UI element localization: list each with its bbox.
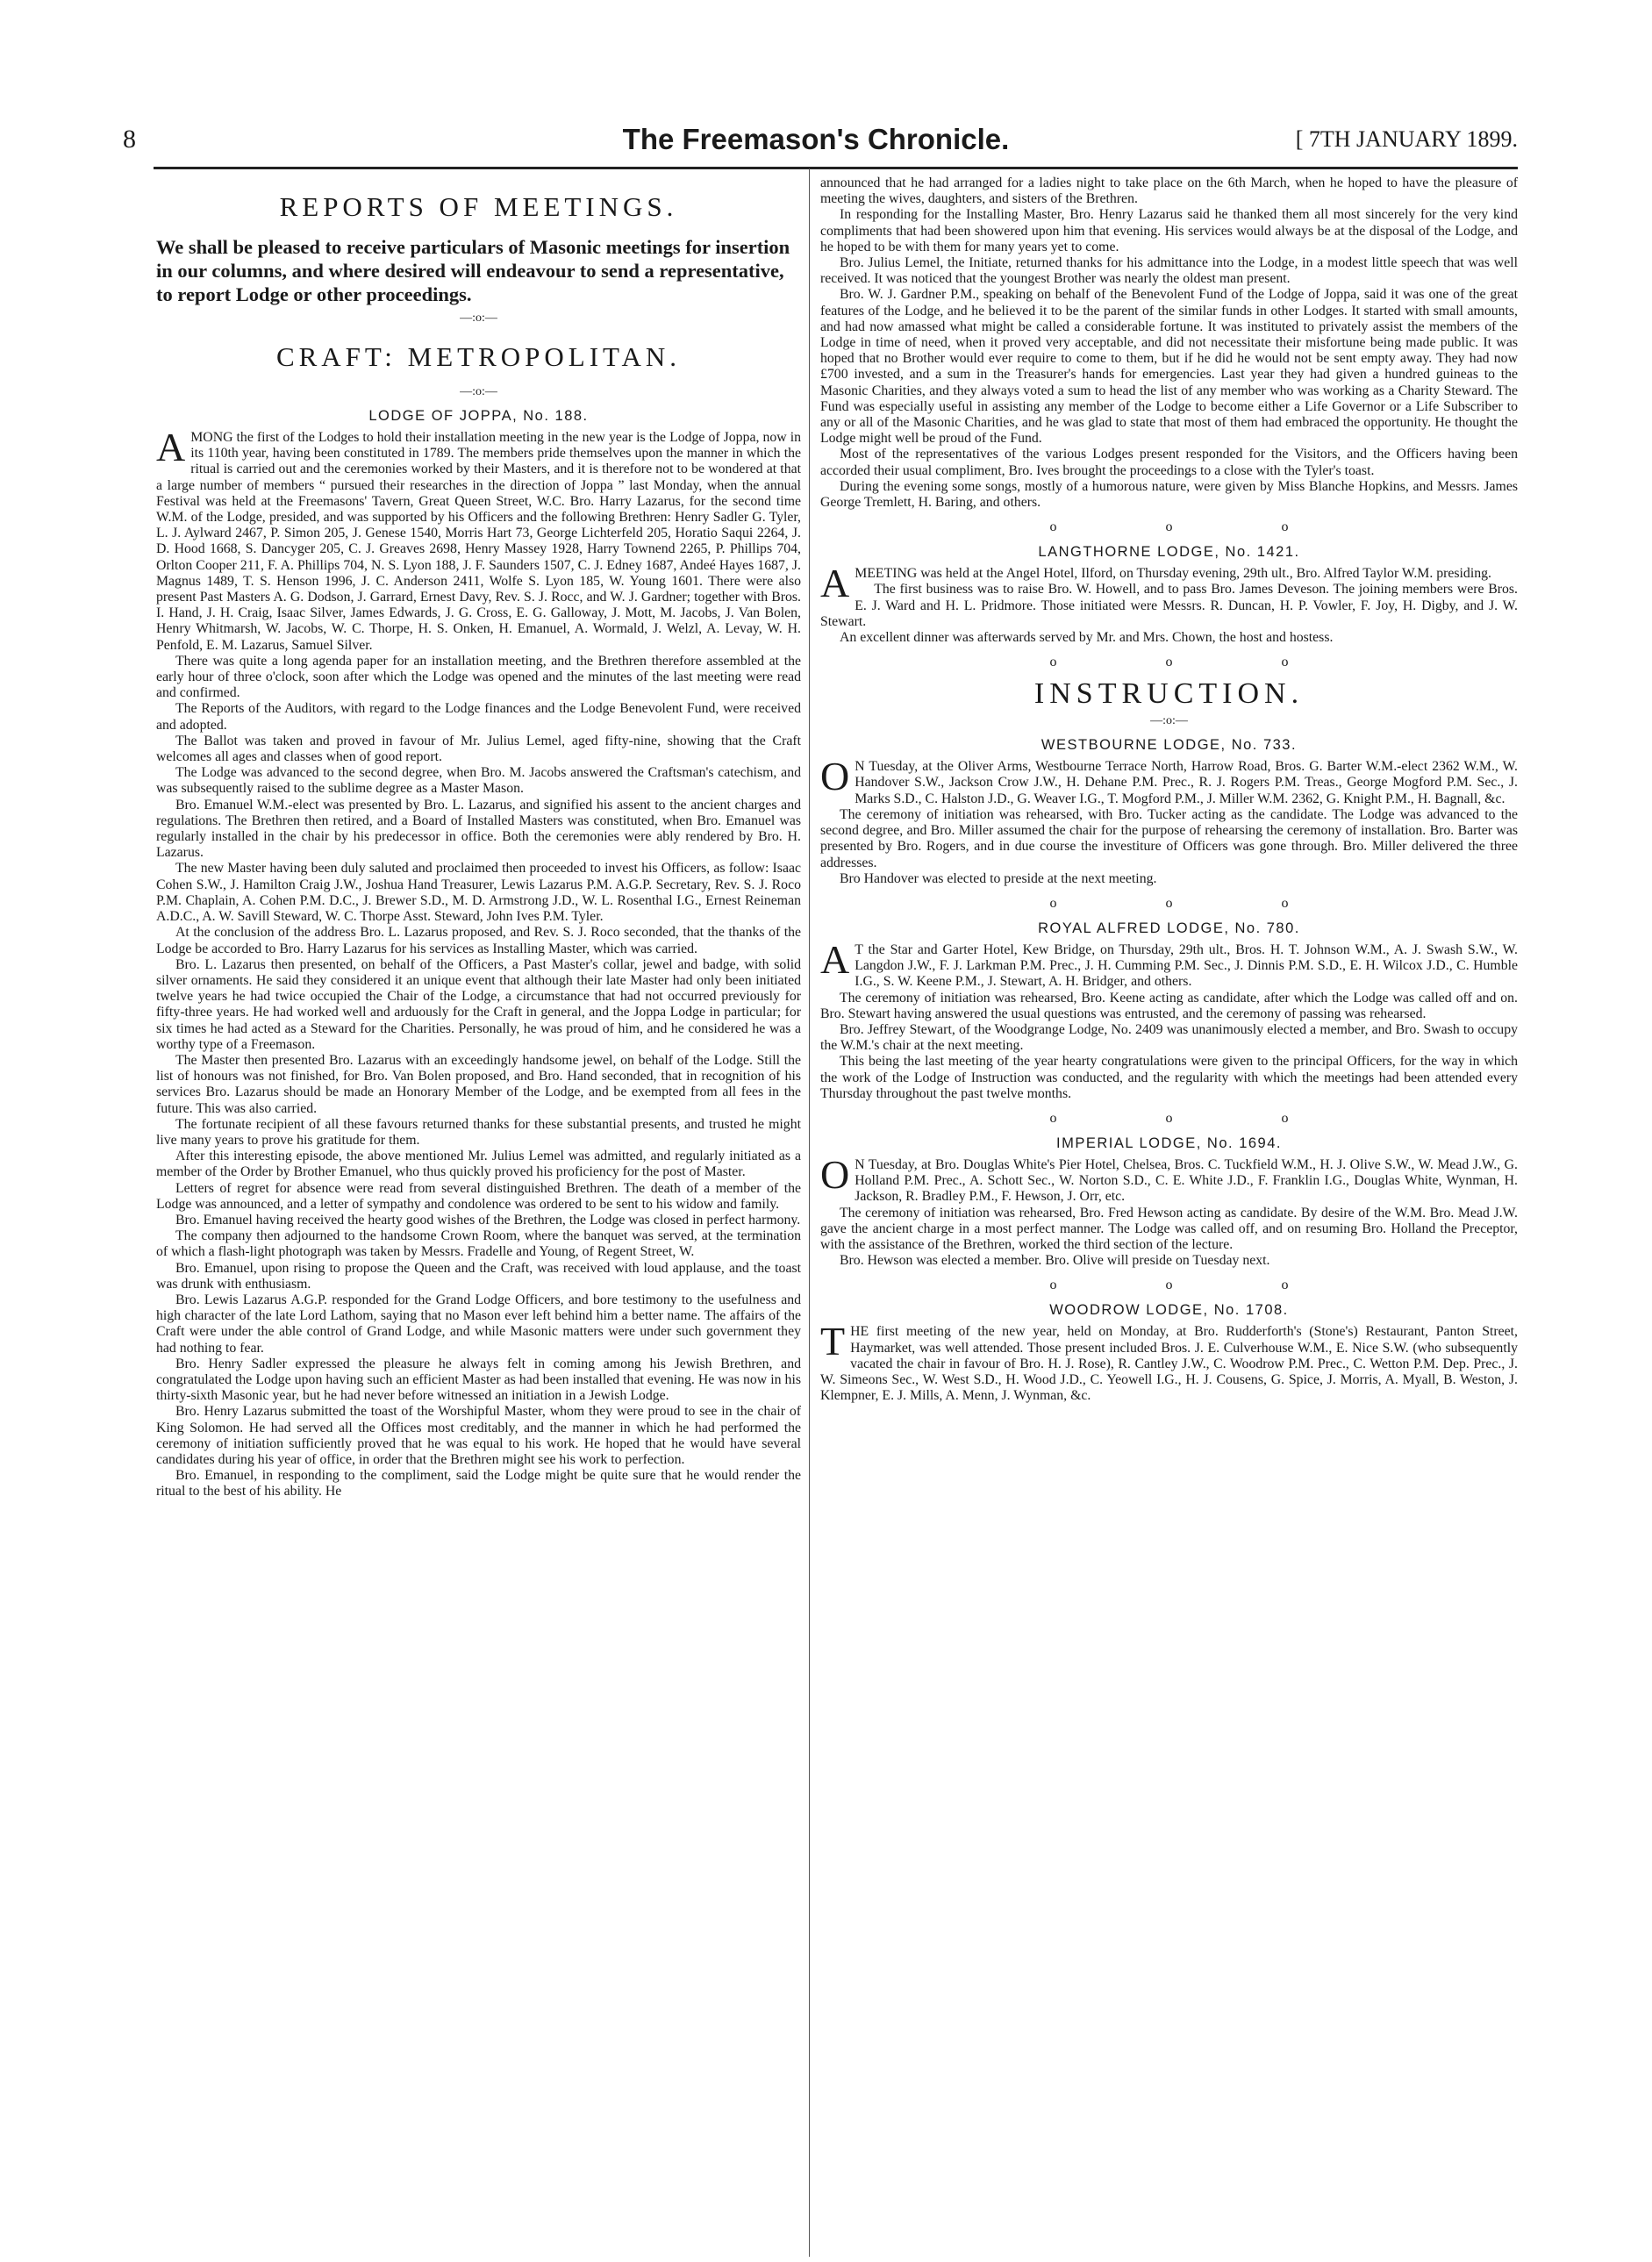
imperial-title: IMPERIAL LODGE, No. 1694. <box>1056 1135 1282 1151</box>
paragraph: Bro. Henry Lazarus submitted the toast of the Worshipful Master, whom they were proud to see in the chair of King Solomon. He had served all the Offices most creditably, and the manner in which he had performed the ceremony of initiation sufficiently proved that he was equal to his work. He hoped that he would have several candidates during his year of office, in order that the Brethren might see his work to perfection. <box>156 1404 801 1467</box>
paragraph: There was quite a long agenda paper for an installation meeting, and the Brethren therefore assembled at the early hour of three o'clock, soon after which the Lodge was opened and the minutes of the last meeting were read and confirmed. <box>156 653 801 701</box>
left-column <box>156 175 801 1500</box>
paragraph: During the evening some songs, mostly of a humorous nature, were given by Miss Blanche Hopkins, and Messrs. James George Tremlett, H. Baring, and others. <box>820 478 1518 511</box>
paragraph: Bro. W. J. Gardner P.M., speaking on behalf of the Benevolent Fund of the Lodge of Joppa, said it was one of the great features of the Lodge, and he believed it to be the parent of the similar funds in other Lodges. It started with small amounts, and had now amassed what might be called a considerable fortune. It was instituted to privately assist the members of the Lodge in time of need, when it proved very acceptable, and did not necessitate their misfortune being made public. It was hoped that no Brother would ever require to come to them, but if he did he would not be sent empty away. They had now £700 invested, and a sum in the Treasurer's hands for emergencies. Last year they had given a hundred guineas to the Masonic Charities, and they always voted a sum to head the list of any member who was working as a Charity Steward. The Fund was especially useful in assisting any member of the Lodge to become either a Life Governor or a Life Subscriber to any or all of the Masonic Charities, and he was glad to state that most of them had embraced the opportunity. He thought the Lodge might well be proud of the Fund. <box>820 287 1518 447</box>
paragraph: Bro. Hewson was elected a member. Bro. Olive will preside on Tuesday next. <box>840 1253 1270 1269</box>
ornament-dots: o o o <box>1049 895 1341 911</box>
drop-cap: O <box>820 1151 850 1197</box>
paragraph: The Ballot was taken and proved in favour of Mr. Julius Lemel, aged fifty-nine, showing that the Craft welcomes all ages and classes when of good report. <box>156 733 801 765</box>
publication-title: The Freemason's Chronicle. <box>622 123 1010 155</box>
paragraph: Bro. Emanuel, upon rising to propose the Queen and the Craft, was received with loud applause, and the toast was drunk with enthusiasm. <box>156 1260 801 1292</box>
paragraph <box>156 425 801 654</box>
ornament-dots: o o o <box>1049 519 1341 535</box>
drop-cap: A <box>156 425 186 469</box>
paragraph: The ceremony of initiation was rehearsed, Bro. Keene acting as candidate, after which the Lodge was called off and on. Bro. Stewart having answered the usual questions was entrusted, and the ceremony of passing was rehearsed. <box>820 990 1518 1021</box>
westbourne-title: WESTBOURNE LODGE, No. 733. <box>1041 737 1298 754</box>
paragraph: The Reports of the Auditors, with regard to the Lodge finances and the Lodge Benevolent Fund, were received and adopted. <box>156 701 801 733</box>
paragraph-text: HE first meeting of the new year, held on Monday, at Bro. Rudderforth's (Stone's) Restaurant, Panton Street, Haymarket, was well attended. Those present included Bros. J. E. Culverhouse W.M., E. Nice S.W. (who subsequently vacated the chair in favour of Bro. H. J. Rose), R. Cantley J.W., C. Woodrow P.M. Prec., C. Wetton P.M. Dep. Prec., J. W. Simeons Sec., W. West S.D., H. Wood J.D., C. Yeowell I.G., H. J. Cousens, G. Spice, J. Morris, A. Myall, B. Weston, J. Klempner, E. J. Mills, A. Menn, J. Wynman, &c. <box>820 1324 1518 1404</box>
paragraph: Bro Handover was elected to preside at the next meeting. <box>840 870 1157 886</box>
paragraph: The fortunate recipient of all these favours returned thanks for these substantial presents, and trusted he might live many years to prove his gratitude for them. <box>156 1116 801 1148</box>
paragraph: Letters of regret for absence were read from several distinguished Brethren. The death of a member of the Lodge was announced, and a letter of sympathy and condolence was ordered to be sent to his widow and family. <box>156 1180 801 1212</box>
paragraph <box>820 1151 1518 1206</box>
section-title: REPORTS OF MEETINGS. <box>279 191 678 222</box>
paragraph: Most of the representatives of the various Lodges present responded for the Visitors, and the Officers having been accorded their usual compliment, Bro. Ives brought the proceedings to a close with the Tyler's toast. <box>820 447 1518 478</box>
paragraph-text: MONG the first of the Lodges to hold their installation meeting in the new year is the Lodge of Joppa, now in its 110th year, having been constituted in 1789. The members pride themselves upon the manner in which the ritual is carried out and the ceremonies worked by their Masters, and it is therefore not to be wondered at that a large number of members “ pursued their researches in the direction of Joppa ” last Monday, when the annual Festival was held at the Freemasons' Tavern, Great Queen Street, W.C. Bro. Harry Lazarus, for the second time W.M. of the Lodge, presided, and was supported by his Officers and the following Brethren: Henry Sadler G. Tyler, L. J. Aylward 2467, P. Simon 205, J. Genese 1540, Morris Hart 73, George Lichterfeld 205, Horatio Saqui 2264, J. D. Hood 1668, S. Dancyger 205, C. J. Greaves 2698, Henry Massey 1928, Harry Townend 2265, P. Phillips 704, Orlton Cooper 211, F. A. Phillips 704, N. S. Lyon 188, J. F. Saunders 1507, C. J. Edney 1687, Andeé Hayes 1687, J. Magnus 1489, T. S. Henson 1996, J. C. Anderson 2411, Wolfe S. Lyon 185, W. Young 1601. There were also present Past Masters A. G. Dodson, J. Garrard, Ernest Davy, Rev. S. J. Rocc, and W. J. Gardner; together with Bros. I. Hand, J. H. Craig, Isaac Silver, James Edwards, J. G. Cross, E. G. Galloway, J. Mott, M. Jacobs, J. Van Bolen, Henry Whitmarsh, W. Jacobs, W. C. Thorpe, H. S. Onken, H. Emanuel, A. Wormald, J. Welzl, A. Levay, W. H. Penfold, E. M. Lazarus, Samuel Silver. <box>156 430 801 653</box>
paragraph: This being the last meeting of the year hearty congratulations were given to the principal Officers, for the way in which the work of the Lodge of Instruction was conducted, and the regularity with which the meetings had been attended every Thursday throughout the past twelve months. <box>820 1054 1518 1101</box>
paragraph <box>820 936 1518 991</box>
paragraph: An excellent dinner was afterwards served by Mr. and Mrs. Chown, the host and hostess. <box>840 630 1334 646</box>
joppa-title: LODGE OF JOPPA, No. 188. <box>368 408 589 424</box>
paragraph: The new Master having been duly saluted and proclaimed then proceeded to invest his Officers, as follow: Isaac Cohen S.W., J. Hamilton Craig J.W., Joshua Hand Treasurer, Lewis Lazarus P.M. A.G.P. Secretary, Rev. S. J. Roco P.M. Chaplain, A. Cohen P.M. D.C., J. Brewer S.D., M. D. Armstrong J.D., W. L. Rosenthal I.G., Ernest Reineman A.D.C., A. W. Savill Steward, W. C. Thorpe Asst. Steward, John Ives P.M. Tyler. <box>156 861 801 925</box>
paragraph: Bro. Julius Lemel, the Initiate, returned thanks for his admittance into the Lodge, in a modest little speech that was well received. It was noticed that the youngest Brother was nearly the oldest man present. <box>820 255 1518 287</box>
paragraph: The company then adjourned to the handsome Crown Room, where the banquet was served, at the termination of which a flash-light photograph was taken by Messrs. Fradelle and Young, of Regent Street, W. <box>156 1228 801 1260</box>
paragraph-text: T the Star and Garter Hotel, Kew Bridge, on Thursday, 29th ult., Bros. H. T. Johnson W.M., A. J. Swash S.W., W. Langdon J.W., F. J. Larkman P.M. Prec., J. H. Cumming P.M. Sec., J. Dinnis P.M. S.D., E. H. Wilcox J.D., C. Humble I.G., S. W. Keene P.M., J. Stewart, A. H. Bridger, and others. <box>855 941 1518 990</box>
paragraph: The first business was to raise Bro. W. Howell, and to pass Bro. James Deveson. The joining members were Bros. E. J. Ward and H. L. Pridmore. Those initiated were Messrs. R. Duncan, H. P. Vowler, F. Joy, H. Digby, and J. W. Stewart. <box>820 582 1518 629</box>
paragraph: After this interesting episode, the above mentioned Mr. Julius Lemel was admitted, and regularly initiated as a member of the Order by Brother Emanuel, who thus quickly proved his proficiency for the post of Master. <box>156 1149 801 1180</box>
drop-cap: O <box>820 754 850 799</box>
langthorne-title: LANGTHORNE LODGE, No. 1421. <box>1038 544 1300 561</box>
woodrow-title: WOODROW LODGE, No. 1708. <box>1049 1302 1289 1319</box>
paragraph-text: N Tuesday, at Bro. Douglas White's Pier Hotel, Chelsea, Bros. C. Tuckfield W.M., H. J. Olive S.W., W. Mead J.W., G. Holland P.M. Prec., A. Schott Sec., W. Norton S.D., C. E. White J.D., F. Franklin I.G., Douglas White, Wynman, H. Jackson, R. Bradley P.M., F. Hewson, J. Orr, etc. <box>855 1156 1518 1205</box>
page-number: 8 <box>123 125 136 154</box>
paragraph: The Master then presented Bro. Lazarus with an exceedingly handsome jewel, on behalf of the Lodge. Still the list of honours was not finished, for Bro. Van Bolen proposed, and Bro. Hand seconded, that in recognition of his services Bro. Lazarus should be made an Honorary Member of the Lodge, and be exempted from all fees in the future. This was also carried. <box>156 1052 801 1116</box>
ornament-dots: o o o <box>1049 1110 1341 1126</box>
paragraph: Bro. Henry Sadler expressed the pleasure he always felt in coming among his Jewish Brethren, and congratulated the Lodge upon having such an efficient Master as had been installed that evening. He was now in his thirty-sixth Masonic year, but he had never before witnessed an initiation in a Jewish Lodge. <box>156 1356 801 1404</box>
paragraph: Bro. Emanuel W.M.-elect was presented by Bro. L. Lazarus, and signified his assent to the ancient charges and regulations. The Brethren then retired, and a Board of Installed Masters was constituted, when Bro. Emanuel was regularly installed in the chair by his predecessor in office. Both the ceremonies were ably rendered by Bro. H. Lazarus. <box>156 797 801 861</box>
column-divider <box>809 168 810 2257</box>
paragraph: Bro. Emanuel having received the hearty good wishes of the Brethren, the Lodge was closed in perfect harmony. <box>175 1212 801 1228</box>
drop-cap: A <box>820 561 850 606</box>
divider: —:o:— <box>1150 714 1188 728</box>
paragraph: Bro. Lewis Lazarus A.G.P. responded for the Grand Lodge Officers, and bore testimony to the usefulness and high character of the late Lord Lathom, saying that no Mason ever left behind him a better name. The affairs of the Craft were under the able control of Grand Lodge, and while Masonic matters were under such government they had nothing to fear. <box>156 1292 801 1356</box>
craft-title: CRAFT: METROPOLITAN. <box>275 341 682 372</box>
issue-date: [ 7TH JANUARY 1899. <box>1295 126 1518 152</box>
paragraph: The ceremony of initiation was rehearsed, Bro. Fred Hewson acting as candidate. By desire of the W.M. Bro. Mead J.W. gave the ancient charge in a most perfect manner. The Lodge was called off, and on resuming Bro. Holland the Preceptor, with the assistance of the Brethren, worked the third section of the lecture. <box>820 1205 1518 1252</box>
divider: —:o:— <box>460 385 497 398</box>
ornament-dots: o o o <box>1049 655 1341 670</box>
ornament-dots: o o o <box>1049 1278 1341 1293</box>
paragraph: announced that he had arranged for a ladies night to take place on the 6th March, when he hoped to have the pleasure of meeting the wives, daughters, and sisters of the Brethren. <box>820 175 1518 207</box>
paragraph: Bro. L. Lazarus then presented, on behalf of the Officers, a Past Master's collar, jewel and badge, with solid silver ornaments. He said they considered it an unique event that although their late Master had only been initiated twelve years he had twice occupied the Chair of the Lodge, a circumstance that had not occurred previously for fifty-three years. He had worked well and arduously for the Craft in general, and the Joppa Lodge in particular; for six times he had acted as a Steward for the Charities. Personally, he was proud of him, and he considered he was a worthy type of a Freemason. <box>156 956 801 1052</box>
instruction-title: INSTRUCTION. <box>1033 677 1305 711</box>
paragraph: Bro. Jeffrey Stewart, of the Woodgrange Lodge, No. 2409 was unanimously elected a member, and Bro. Swash to occupy the W.M.'s chair at the next meeting. <box>820 1021 1518 1054</box>
intro-paragraph: We shall be pleased to receive particulars of Masonic meetings for insertion in our columns, and where desired will endeavour to send a representative, to report Lodge or other proceedings. <box>156 236 790 305</box>
paragraph: In responding for the Installing Master, Bro. Henry Lazarus said he thanked them all most sincerely for the very kind compliments that had been showered upon him that evening. His services would always be at the disposal of the Lodge, and he hoped to be with them for many years yet to come. <box>820 207 1518 254</box>
drop-cap: T <box>820 1319 846 1364</box>
paragraph: The Lodge was advanced to the second degree, when Bro. M. Jacobs answered the Craftsman's catechism, and was subsequently raised to the sublime degree as a Master Mason. <box>156 765 801 797</box>
paragraph <box>820 1319 1518 1404</box>
paragraph: The ceremony of initiation was rehearsed, with Bro. Tucker acting as the candidate. The Lodge was advanced to the second degree, and Bro. Miller assumed the chair for the purpose of rehearsing the ceremony of installation. Bro. Barter was presented by Bro. Rogers, and in due course the investiture of Officers was gone through. Bro. Miller delivered the three addresses. <box>820 806 1518 870</box>
paragraph: At the conclusion of the address Bro. L. Lazarus proposed, and Rev. S. J. Roco seconded, that the thanks of the Lodge be accorded to Bro. Harry Lazarus for his services as Installing Master, which was carried. <box>156 925 801 956</box>
paragraph <box>820 754 1518 807</box>
divider: —:o:— <box>460 311 497 325</box>
paragraph: Bro. Emanuel, in responding to the compliment, said the Lodge might be quite sure that he would render the ritual to the best of his ability. He <box>156 1468 801 1500</box>
royal-alfred-title: ROYAL ALFRED LODGE, No. 780. <box>1038 920 1300 936</box>
drop-cap: A <box>820 936 850 982</box>
paragraph-text: N Tuesday, at the Oliver Arms, Westbourne Terrace North, Harrow Road, Bros. G. Barter W.M.-elect 2362 W.M., W. Handover S.W., Jackson Crow J.W., H. Dehane P.M. Prec., R. J. Rogers P.M. Treas., George Mogford P.M. Sec., J. Marks S.D., C. Halston J.D., G. Weaver I.G., T. Mogford P.M., J. Miller W.M. 2362, G. Knight P.M., H. Bagnall, &c. <box>855 759 1518 806</box>
right-column <box>820 175 1518 1404</box>
masthead <box>114 123 1518 161</box>
paragraph-text: MEETING was held at the Angel Hotel, Ilford, on Thursday evening, 29th ult., Bro. Alfred Taylor W.M. presiding. <box>855 566 1491 582</box>
header-rule <box>154 167 1518 169</box>
